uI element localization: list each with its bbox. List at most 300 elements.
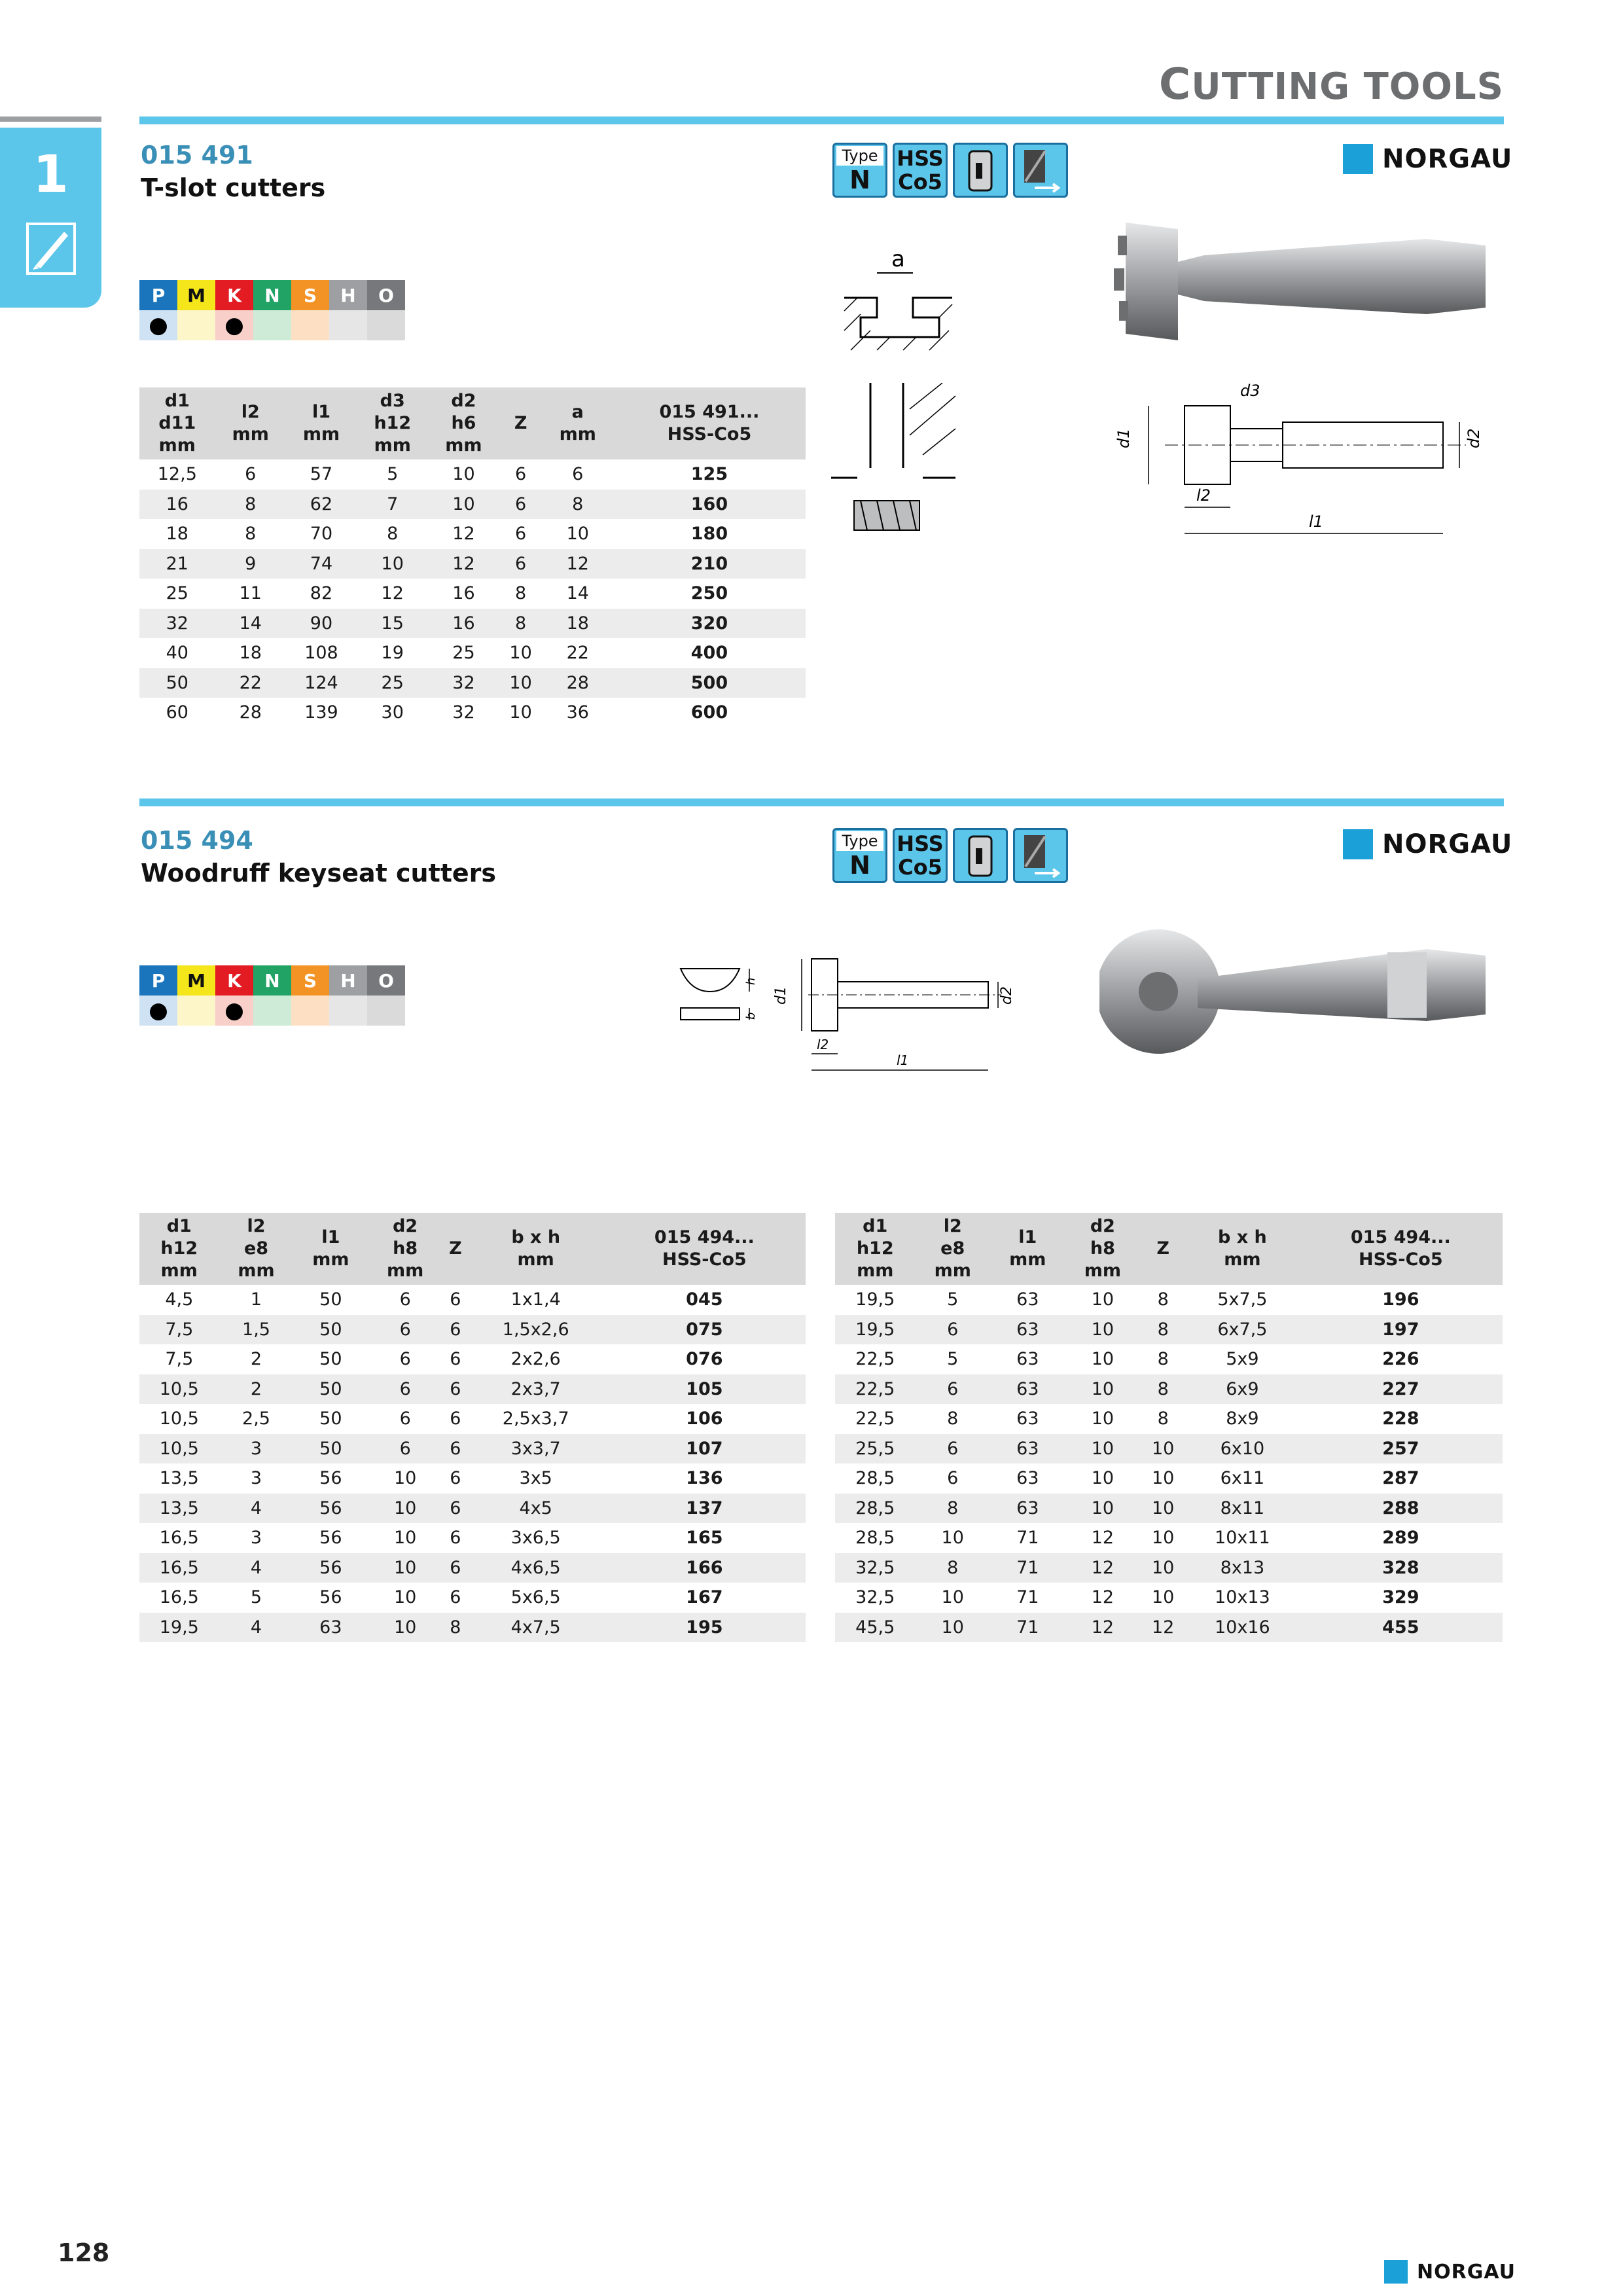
order-code-cell: 500 xyxy=(613,668,806,698)
table-cell: 12 xyxy=(1140,1613,1186,1643)
material-groups xyxy=(139,965,405,1026)
t-slot-header: Z xyxy=(499,387,543,459)
material-mark-p: ● xyxy=(139,310,177,340)
product-title: Woodruff keyseat cutters xyxy=(141,859,497,888)
order-code-cell: 196 xyxy=(1382,1289,1419,1310)
table-cell: 16 xyxy=(452,583,475,604)
table-cell: 10 xyxy=(1152,1587,1175,1608)
table-cell: 82 xyxy=(310,583,333,604)
order-code-cell: 075 xyxy=(603,1315,806,1345)
t-slot-table xyxy=(139,387,806,728)
t-slot-header: 015 491... HSS-Co5 xyxy=(613,387,806,459)
table-cell: 108 xyxy=(304,643,338,664)
table-cell: 10 xyxy=(452,464,475,485)
order-code-cell: 328 xyxy=(1299,1553,1503,1583)
table-cell: 25 xyxy=(357,668,428,698)
t-slot-diagram xyxy=(838,245,962,363)
table-cell: 10 xyxy=(1152,1468,1175,1489)
order-code-cell: 320 xyxy=(613,609,806,639)
table-cell: 90 xyxy=(286,609,357,639)
table-row xyxy=(835,1523,1503,1553)
table-row xyxy=(835,1344,1503,1374)
table-cell: 10 xyxy=(1140,1494,1186,1524)
table-cell: 6 xyxy=(450,1468,461,1489)
material-group-o: O xyxy=(367,965,405,996)
order-code-cell: 400 xyxy=(690,643,728,664)
table-cell: 57 xyxy=(310,464,333,485)
product-title: T-slot cutters xyxy=(141,173,326,202)
table-row xyxy=(835,1285,1503,1315)
table-cell: 63 xyxy=(293,1613,368,1643)
table-cell: 10 xyxy=(566,524,589,545)
order-code-cell: 105 xyxy=(603,1374,806,1405)
table-cell: 10 xyxy=(1091,1468,1115,1489)
table-cell: 12 xyxy=(381,583,404,604)
svg-text:d1: d1 xyxy=(773,986,789,1005)
table-cell: 6 xyxy=(450,1349,461,1370)
order-code-cell: 125 xyxy=(690,464,728,485)
table-cell: 2x2,6 xyxy=(510,1349,561,1370)
table-cell: 16 xyxy=(139,490,215,520)
table-cell: 2 xyxy=(219,1374,294,1405)
table-cell: 4 xyxy=(219,1613,294,1643)
table-cell: 12 xyxy=(1065,1613,1141,1643)
t-slot-header: d3 h12 mm xyxy=(357,387,428,459)
table-cell: 4 xyxy=(219,1553,294,1583)
table-cell: 6 xyxy=(442,1374,469,1405)
table-cell: 10 xyxy=(394,1528,417,1549)
shank-icon xyxy=(953,828,1008,883)
woodruff-table-right xyxy=(835,1213,1503,1642)
table-cell: 5 xyxy=(387,464,399,485)
table-cell: 8 xyxy=(1157,1349,1169,1370)
t-slot-header: d1 d11 mm xyxy=(139,387,215,459)
table-cell: 8 xyxy=(947,1408,959,1429)
table-cell: 8 xyxy=(387,524,399,545)
table-cell: 45,5 xyxy=(835,1613,915,1643)
table-row xyxy=(835,1463,1503,1494)
table-cell: 25 xyxy=(166,583,188,604)
t-slot-dimension-drawing xyxy=(1113,376,1492,547)
drill-icon xyxy=(26,223,76,275)
material-mark-s xyxy=(291,310,329,340)
order-code-cell: 180 xyxy=(690,524,728,545)
table-cell: 28 xyxy=(543,668,613,698)
svg-text:d2: d2 xyxy=(999,986,1015,1005)
milling-direction-icon xyxy=(1013,143,1068,198)
material-group-p: P xyxy=(139,280,177,310)
table-cell: 10x11 xyxy=(1215,1528,1270,1549)
table-cell: 28,5 xyxy=(855,1528,895,1549)
table-cell: 12 xyxy=(452,524,475,545)
t-slot-header: a mm xyxy=(543,387,613,459)
order-code-cell: 160 xyxy=(613,490,806,520)
table-cell: 8 xyxy=(442,1613,469,1643)
table-cell: 50 xyxy=(293,1374,368,1405)
table-cell: 8x11 xyxy=(1186,1494,1298,1524)
table-row xyxy=(139,1613,806,1643)
table-cell: 22,5 xyxy=(855,1408,895,1429)
order-code-cell: 288 xyxy=(1299,1494,1503,1524)
order-code-cell: 167 xyxy=(686,1587,723,1608)
table-cell: 28,5 xyxy=(835,1494,915,1524)
table-row xyxy=(139,519,806,549)
table-cell: 8 xyxy=(915,1494,990,1524)
table-cell: 18 xyxy=(239,643,262,664)
table-cell: 10 xyxy=(1140,1434,1186,1464)
table-cell: 62 xyxy=(286,490,357,520)
table-cell: 50 xyxy=(319,1349,342,1370)
material-group-n: N xyxy=(253,280,291,310)
table-cell: 6 xyxy=(245,464,257,485)
material-group-s: S xyxy=(291,965,329,996)
woodruff-cutter-image xyxy=(1099,916,1492,1067)
table-cell: 32,5 xyxy=(835,1553,915,1583)
header-rule xyxy=(139,117,1504,124)
table-row xyxy=(139,549,806,579)
material-group-p: P xyxy=(139,965,177,996)
table-cell: 22,5 xyxy=(855,1349,895,1370)
table-cell: 25 xyxy=(452,643,475,664)
table-cell: 2x3,7 xyxy=(469,1374,603,1405)
order-code-cell: 136 xyxy=(686,1468,723,1489)
page-number: 128 xyxy=(58,2238,110,2267)
table-cell: 28,5 xyxy=(855,1468,895,1489)
section-rule xyxy=(139,798,1504,806)
table-cell: 7,5 xyxy=(165,1349,194,1370)
table-cell: 3 xyxy=(250,1528,262,1549)
order-code-cell: 287 xyxy=(1382,1468,1419,1489)
table-cell: 10 xyxy=(368,1613,442,1643)
svg-text:h: h xyxy=(744,977,758,985)
table-row xyxy=(835,1613,1503,1643)
t-slot-header: l2 mm xyxy=(215,387,286,459)
order-code-cell: 228 xyxy=(1382,1408,1419,1429)
table-cell: 71 xyxy=(1016,1587,1039,1608)
order-code-cell: 329 xyxy=(1382,1587,1419,1608)
table-cell: 19 xyxy=(381,643,404,664)
table-cell: 63 xyxy=(1016,1349,1039,1370)
table-row xyxy=(139,609,806,639)
table-cell: 3x5 xyxy=(519,1468,552,1489)
material-group-m: M xyxy=(177,965,215,996)
table-cell: 8 xyxy=(543,490,613,520)
table-cell: 8 xyxy=(915,1553,990,1583)
badge-row xyxy=(832,143,1068,198)
table-cell: 10 xyxy=(394,1468,417,1489)
woodruff-table-left xyxy=(139,1213,806,1642)
woodruff-header: d2 h8 mm xyxy=(368,1213,442,1285)
svg-text:l1: l1 xyxy=(1309,512,1323,531)
woodruff-key-diagram xyxy=(677,962,769,1041)
order-code-cell: 226 xyxy=(1382,1349,1419,1370)
table-cell: 8 xyxy=(1157,1408,1169,1429)
table-cell: 6 xyxy=(915,1434,990,1464)
table-cell: 10 xyxy=(394,1587,417,1608)
order-code-cell: 455 xyxy=(1299,1613,1503,1643)
table-row xyxy=(139,1463,806,1494)
table-cell: 2,5x3,7 xyxy=(502,1408,569,1429)
table-cell: 6 xyxy=(442,1553,469,1583)
table-cell: 1x1,4 xyxy=(510,1289,561,1310)
table-cell: 19,5 xyxy=(835,1315,915,1345)
table-cell: 22 xyxy=(566,643,589,664)
svg-text:a: a xyxy=(891,246,905,272)
table-cell: 14 xyxy=(566,583,589,604)
table-cell: 10x13 xyxy=(1215,1587,1270,1608)
table-cell: 56 xyxy=(319,1468,342,1489)
svg-text:l1: l1 xyxy=(897,1052,909,1068)
table-cell: 5 xyxy=(947,1349,959,1370)
table-cell: 6x9 xyxy=(1186,1374,1298,1405)
milling-direction-icon xyxy=(1013,828,1068,883)
table-cell: 10 xyxy=(368,1553,442,1583)
table-cell: 14 xyxy=(215,609,286,639)
table-cell: 10 xyxy=(1065,1494,1141,1524)
table-cell: 50 xyxy=(319,1289,342,1310)
order-code-cell: 197 xyxy=(1299,1315,1503,1345)
table-cell: 6 xyxy=(442,1315,469,1345)
material-mark-m xyxy=(177,996,215,1026)
order-code-cell: 250 xyxy=(690,583,728,604)
table-row xyxy=(139,1344,806,1374)
order-code-cell: 076 xyxy=(686,1349,723,1370)
brand-logo: NORGAU xyxy=(1343,144,1512,174)
table-cell: 7,5 xyxy=(139,1315,219,1345)
table-cell: 5x7,5 xyxy=(1217,1289,1268,1310)
material-mark-o xyxy=(367,310,405,340)
svg-text:d3: d3 xyxy=(1240,382,1260,400)
order-code-cell: 137 xyxy=(603,1494,806,1524)
order-code-cell: 257 xyxy=(1299,1434,1503,1464)
product-code: 015 491 xyxy=(141,141,253,170)
table-cell: 18 xyxy=(166,524,188,545)
table-row xyxy=(835,1553,1503,1583)
table-cell: 8 xyxy=(245,524,257,545)
table-cell: 10 xyxy=(357,549,428,579)
table-cell: 6 xyxy=(442,1434,469,1464)
table-cell: 63 xyxy=(990,1315,1065,1345)
table-cell: 1 xyxy=(250,1289,262,1310)
table-cell: 6x10 xyxy=(1186,1434,1298,1464)
table-cell: 5 xyxy=(947,1289,959,1310)
table-cell: 6 xyxy=(399,1349,411,1370)
t-slot-header: l1 mm xyxy=(286,387,357,459)
table-cell: 8 xyxy=(1140,1374,1186,1405)
material-mark-m xyxy=(177,310,215,340)
woodruff-header: b x h mm xyxy=(469,1213,603,1285)
table-cell: 12,5 xyxy=(157,464,197,485)
woodruff-header: b x h mm xyxy=(1186,1213,1298,1285)
material-mark-k: ● xyxy=(215,996,253,1026)
table-row xyxy=(139,1494,806,1524)
table-row xyxy=(139,1523,806,1553)
table-cell: 16 xyxy=(428,609,499,639)
type-n-badge: Type N xyxy=(832,143,887,198)
table-cell: 8 xyxy=(1140,1315,1186,1345)
table-cell: 2,5 xyxy=(242,1408,270,1429)
table-cell: 6 xyxy=(368,1434,442,1464)
material-mark-n xyxy=(253,310,291,340)
tab-top-rule xyxy=(0,117,101,122)
table-cell: 5x9 xyxy=(1226,1349,1259,1370)
table-cell: 6 xyxy=(450,1587,461,1608)
woodruff-header: l2 e8 mm xyxy=(915,1213,990,1285)
table-cell: 8x9 xyxy=(1226,1408,1259,1429)
material-group-s: S xyxy=(291,280,329,310)
t-slot-side-view xyxy=(831,383,962,540)
table-cell: 32 xyxy=(452,702,475,723)
table-row xyxy=(835,1494,1503,1524)
table-cell: 50 xyxy=(293,1315,368,1345)
table-cell: 16,5 xyxy=(139,1553,219,1583)
table-cell: 18 xyxy=(543,609,613,639)
table-cell: 10 xyxy=(368,1494,442,1524)
table-cell: 10 xyxy=(509,702,532,723)
table-row xyxy=(139,459,806,490)
table-cell: 11 xyxy=(239,583,262,604)
table-cell: 10 xyxy=(1065,1434,1141,1464)
table-cell: 6 xyxy=(515,524,527,545)
table-cell: 8 xyxy=(515,583,527,604)
table-cell: 6x11 xyxy=(1220,1468,1265,1489)
table-cell: 63 xyxy=(990,1374,1065,1405)
material-mark-h xyxy=(329,996,367,1026)
material-group-o: O xyxy=(367,280,405,310)
table-cell: 6 xyxy=(368,1374,442,1405)
svg-text:d2: d2 xyxy=(1465,428,1483,448)
table-cell: 19,5 xyxy=(139,1613,219,1643)
table-cell: 12 xyxy=(428,549,499,579)
table-cell: 10 xyxy=(1065,1315,1141,1345)
table-row xyxy=(835,1583,1503,1613)
table-cell: 4x5 xyxy=(469,1494,603,1524)
woodruff-header: l1 mm xyxy=(293,1213,368,1285)
table-cell: 63 xyxy=(1016,1468,1039,1489)
order-code-cell: 600 xyxy=(690,702,728,723)
material-group-h: H xyxy=(329,965,367,996)
material-mark-o xyxy=(367,996,405,1026)
svg-text:d1: d1 xyxy=(1115,428,1133,448)
table-cell: 6 xyxy=(450,1528,461,1549)
table-cell: 10 xyxy=(915,1613,990,1643)
table-cell: 10 xyxy=(1091,1408,1115,1429)
t-slot-header: d2 h6 mm xyxy=(428,387,499,459)
woodruff-header: Z xyxy=(1140,1213,1186,1285)
table-row xyxy=(139,698,806,728)
table-cell: 6 xyxy=(399,1408,411,1429)
table-row xyxy=(835,1374,1503,1405)
table-row xyxy=(139,1553,806,1583)
table-cell: 1,5x2,6 xyxy=(469,1315,603,1345)
table-cell: 10,5 xyxy=(139,1434,219,1464)
material-group-k: K xyxy=(215,965,253,996)
brand-logo: NORGAU xyxy=(1343,829,1512,859)
table-cell: 8 xyxy=(215,490,286,520)
woodruff-header: 015 494... HSS-Co5 xyxy=(603,1213,806,1285)
table-cell: 50 xyxy=(139,668,215,698)
table-row xyxy=(139,579,806,609)
svg-text:l2: l2 xyxy=(817,1037,829,1052)
table-cell: 10 xyxy=(1140,1553,1186,1583)
woodruff-header: l2 e8 mm xyxy=(219,1213,294,1285)
badge-row xyxy=(832,828,1068,883)
table-cell: 16,5 xyxy=(159,1587,199,1608)
table-row xyxy=(835,1404,1503,1434)
order-code-cell: 227 xyxy=(1299,1374,1503,1405)
table-cell: 10,5 xyxy=(139,1374,219,1405)
svg-text:l2: l2 xyxy=(1196,486,1211,505)
table-cell: 3 xyxy=(250,1468,262,1489)
table-cell: 3x6,5 xyxy=(510,1528,561,1549)
material-mark-p: ● xyxy=(139,996,177,1026)
table-cell: 6 xyxy=(368,1315,442,1345)
table-cell: 22 xyxy=(215,668,286,698)
table-cell: 36 xyxy=(566,702,589,723)
table-cell: 6x7,5 xyxy=(1186,1315,1298,1345)
table-cell: 8 xyxy=(1157,1289,1169,1310)
shank-icon xyxy=(953,143,1008,198)
table-row xyxy=(139,1583,806,1613)
woodruff-header: d2 h8 mm xyxy=(1065,1213,1141,1285)
table-row xyxy=(835,1315,1503,1345)
table-cell: 16,5 xyxy=(159,1528,199,1549)
table-cell: 10 xyxy=(509,643,532,664)
order-code-cell: 289 xyxy=(1382,1528,1419,1549)
woodruff-header: d1 h12 mm xyxy=(139,1213,219,1285)
chapter-number: 1 xyxy=(33,145,69,204)
table-cell: 32 xyxy=(428,668,499,698)
table-cell: 56 xyxy=(319,1528,342,1549)
table-row xyxy=(139,638,806,668)
table-cell: 6 xyxy=(947,1468,959,1489)
table-cell: 30 xyxy=(381,702,404,723)
table-cell: 6 xyxy=(515,464,527,485)
table-cell: 13,5 xyxy=(139,1494,219,1524)
table-cell: 10 xyxy=(1091,1349,1115,1370)
svg-text:b: b xyxy=(744,1012,758,1020)
material-groups xyxy=(139,280,405,340)
table-cell: 28 xyxy=(239,702,262,723)
table-cell: 70 xyxy=(310,524,333,545)
table-cell: 6 xyxy=(450,1408,461,1429)
table-cell: 6 xyxy=(399,1289,411,1310)
material-mark-h xyxy=(329,310,367,340)
table-cell: 12 xyxy=(1065,1553,1141,1583)
table-cell: 63 xyxy=(1016,1408,1039,1429)
table-cell: 124 xyxy=(286,668,357,698)
order-code-cell: 107 xyxy=(603,1434,806,1464)
table-cell: 4x6,5 xyxy=(469,1553,603,1583)
material-group-k: K xyxy=(215,280,253,310)
table-cell: 10 xyxy=(1152,1528,1175,1549)
table-cell: 10 xyxy=(941,1587,964,1608)
material-mark-s xyxy=(291,996,329,1026)
table-cell: 5x6,5 xyxy=(510,1587,561,1608)
table-cell: 3x3,7 xyxy=(469,1434,603,1464)
order-code-cell: 045 xyxy=(686,1289,723,1310)
table-cell: 50 xyxy=(293,1434,368,1464)
table-row xyxy=(139,1434,806,1464)
woodruff-header: Z xyxy=(442,1213,469,1285)
table-cell: 12 xyxy=(1091,1587,1115,1608)
table-row xyxy=(139,1404,806,1434)
table-cell: 6 xyxy=(499,490,543,520)
table-cell: 6 xyxy=(499,549,543,579)
order-code-cell: 165 xyxy=(686,1528,723,1549)
table-row xyxy=(835,1434,1503,1464)
table-cell: 9 xyxy=(215,549,286,579)
